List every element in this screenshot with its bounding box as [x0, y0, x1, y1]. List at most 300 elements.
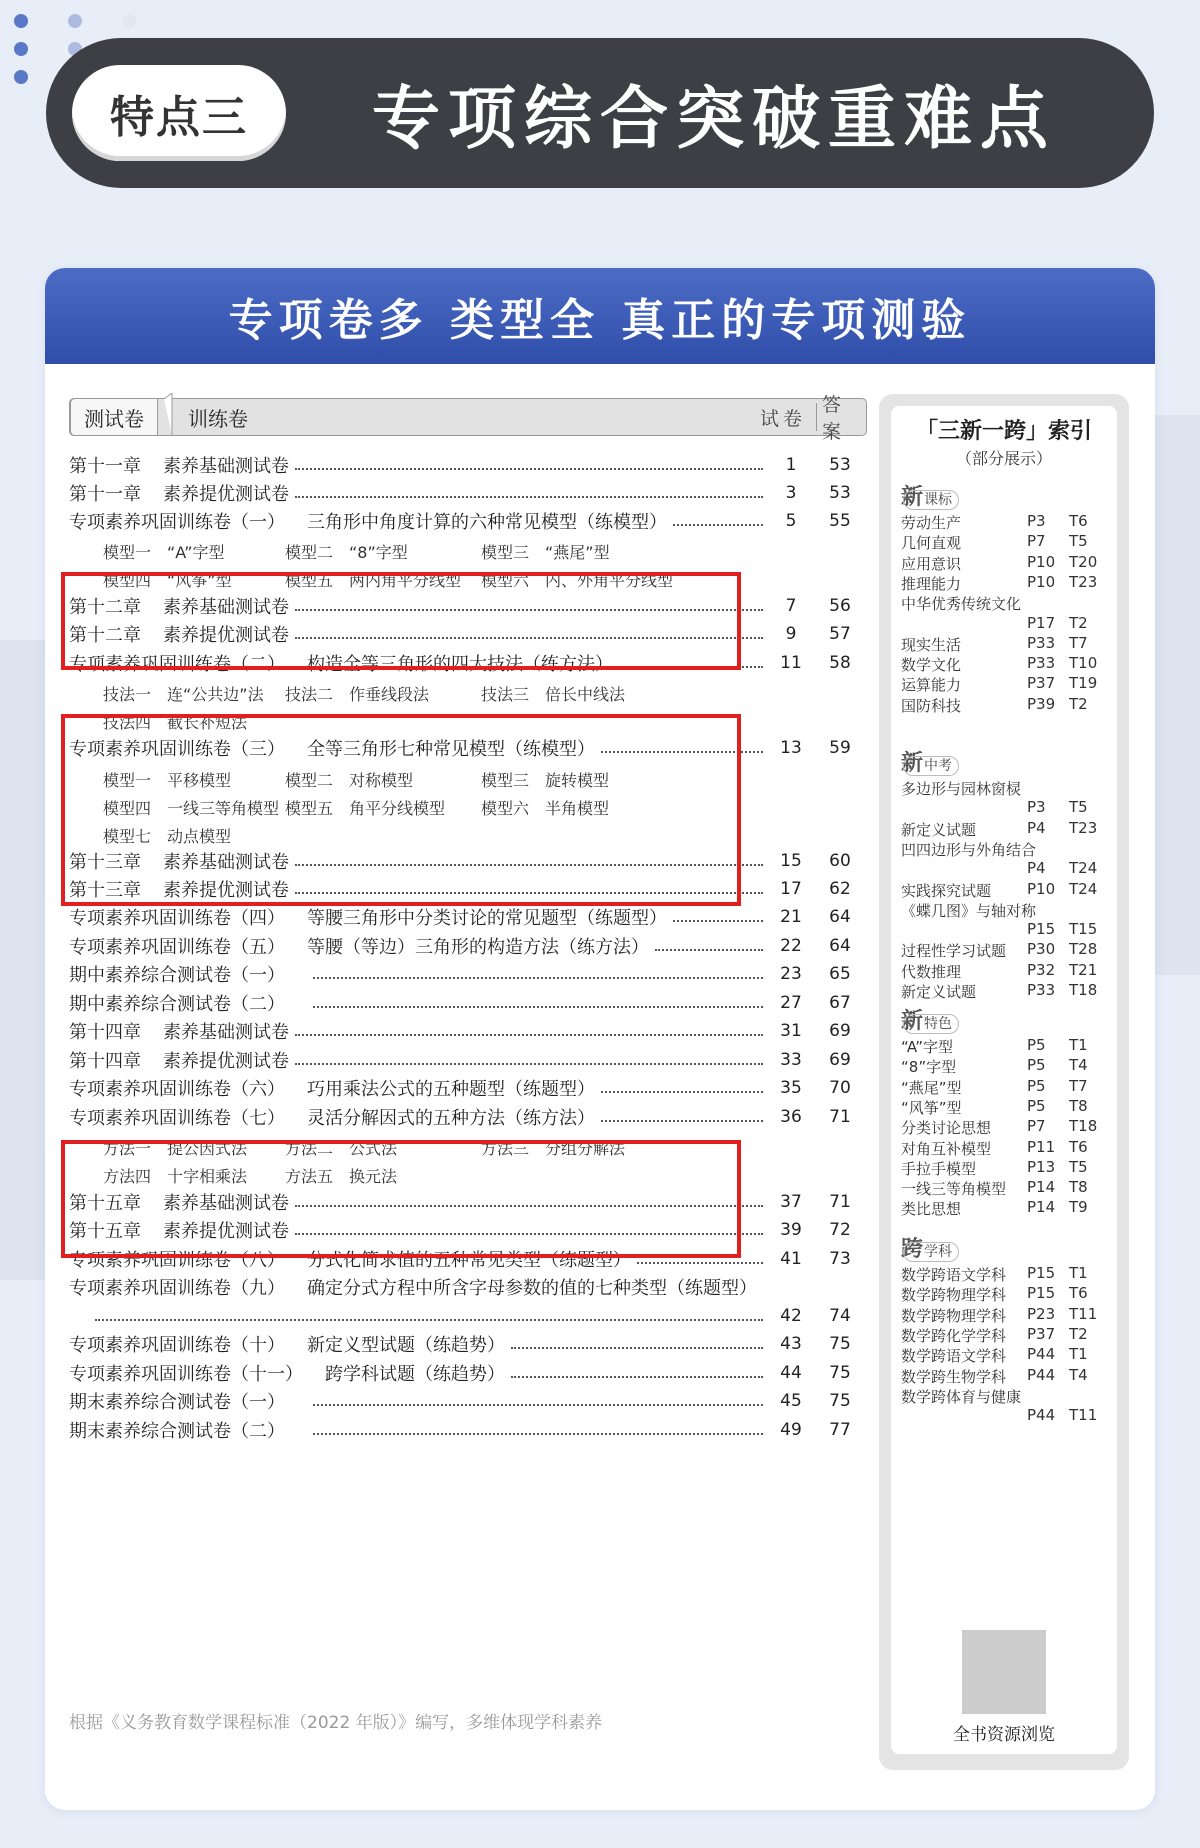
index-item — [901, 961, 1117, 983]
toc-page-paper: 45 — [780, 1391, 802, 1411]
index-item-name: 新定义试题 — [901, 983, 977, 1001]
toc-leader-dots — [601, 1091, 763, 1093]
index-item-page: P37 — [1027, 1324, 1056, 1343]
toc-subitem: 方法三 分组分解法 — [481, 1139, 626, 1158]
index-item-page: P10 — [1027, 552, 1056, 571]
qr-code[interactable] — [962, 1630, 1046, 1714]
index-item-question: T24 — [1069, 859, 1098, 878]
index-item-name: 现实生活 — [901, 635, 962, 654]
index-section-header — [901, 1004, 959, 1035]
index-item — [901, 1366, 1117, 1388]
index-item-question: T18 — [1069, 981, 1098, 999]
index-item-name: 《蝶几图》与轴对称 — [901, 901, 1037, 920]
index-item-name: “A”字型 — [901, 1038, 954, 1056]
toc-page-paper: 23 — [780, 964, 802, 984]
index-item-page: P5 — [1027, 1056, 1046, 1075]
toc-page-answer: 67 — [829, 993, 851, 1013]
toc-page-answer: 59 — [829, 738, 851, 758]
toc-page-answer: 53 — [829, 455, 851, 475]
toc-page-answer: 75 — [829, 1334, 851, 1354]
index-item — [901, 553, 1117, 575]
index-section-tag: 学科 — [903, 1242, 959, 1262]
index-item-question: T9 — [1069, 1198, 1088, 1217]
toc-leader-dots — [511, 1376, 763, 1378]
index-item — [901, 1406, 1117, 1428]
highlight-box — [61, 1140, 741, 1258]
index-item-page: P5 — [1027, 1076, 1046, 1095]
index-section-header — [901, 1232, 959, 1263]
index-item-name: 数学跨语文学科 — [901, 1347, 1007, 1366]
index-item-question: T15 — [1069, 920, 1098, 939]
index-item-name: 手拉手模型 — [901, 1159, 977, 1178]
index-item-name: “8”字型 — [901, 1058, 957, 1077]
index-item-name: 数学跨物理学科 — [901, 1286, 1007, 1305]
toc-row-label: 专项素养巩固训练卷（八） — [69, 1250, 285, 1271]
toc-leader-dots — [313, 1433, 763, 1435]
toc-page-paper: 13 — [780, 738, 802, 758]
index-subtitle: （部分展示） — [955, 449, 1052, 468]
toc-page-answer: 69 — [829, 1021, 851, 1041]
index-item-question: T1 — [1069, 1264, 1088, 1282]
toc-row-label: 第十二章 — [69, 625, 141, 646]
index-item-question: T23 — [1069, 572, 1098, 591]
toc-row-topic: 素养提优测试卷 — [163, 880, 289, 901]
index-item — [901, 1284, 1117, 1306]
index-item-name: 新定义试题 — [901, 820, 977, 839]
toc-leader-dots — [673, 524, 763, 526]
toc-page-answer: 64 — [829, 907, 851, 927]
toc-page-paper: 3 — [785, 483, 797, 503]
card-title: 专项卷多 类型全 真正的专项测验 — [228, 295, 972, 346]
index-item-page: P11 — [1027, 1137, 1056, 1156]
index-item-page: P44 — [1027, 1365, 1056, 1384]
index-item-name: 推理能力 — [901, 574, 962, 593]
index-item-name: 应用意识 — [901, 554, 962, 573]
index-item-page: P37 — [1027, 674, 1056, 693]
index-item — [901, 654, 1117, 676]
index-item-question: T5 — [1069, 798, 1088, 817]
toc-subitem: 模型三 “燕尾”型 — [481, 543, 610, 562]
index-sidebar — [879, 394, 1129, 1770]
index-item-page: P7 — [1027, 532, 1046, 551]
toc-page-paper: 21 — [780, 907, 802, 927]
index-item-name: 几何直观 — [901, 534, 962, 553]
feature-banner — [46, 38, 1154, 188]
column-header-paper: 试卷 — [760, 407, 807, 430]
toc-card — [45, 268, 1155, 1810]
toc-subitem: 模型五 两内角平分线型 — [285, 571, 462, 590]
index-item-question: T6 — [1069, 1284, 1088, 1303]
index-item — [901, 839, 1117, 861]
index-item-question: T10 — [1069, 654, 1098, 673]
index-item-page: P3 — [1027, 512, 1046, 530]
index-item-name: 代数推理 — [901, 962, 962, 981]
index-item — [901, 674, 1117, 696]
toc-row-topic: 跨学科试题（练趋势） — [325, 1364, 505, 1385]
toc-row-label: 第十四章 — [69, 1022, 141, 1043]
toc-page-answer: 64 — [829, 936, 851, 956]
index-item — [901, 1097, 1117, 1119]
index-item-name: “燕尾”型 — [901, 1078, 962, 1097]
index-item-question: T6 — [1069, 512, 1088, 530]
toc-row-topic: 等腰三角形中分类讨论的常见题型（练题型） — [307, 908, 667, 929]
index-item-page: P15 — [1027, 1284, 1056, 1303]
toc-leader-dots — [295, 468, 763, 470]
toc-page-paper: 33 — [780, 1050, 802, 1070]
index-item-page: P13 — [1027, 1157, 1056, 1176]
highlight-box — [61, 714, 741, 906]
toc-row-topic: 素养基础测试卷 — [163, 1193, 289, 1214]
toc-leader-dots — [95, 1319, 763, 1321]
toc-subitem: 模型二 对称模型 — [285, 771, 414, 790]
index-item — [901, 593, 1117, 615]
toc-page-paper: 27 — [780, 993, 802, 1013]
index-item-page: P4 — [1027, 859, 1046, 878]
toc-page-answer: 71 — [829, 1192, 851, 1212]
toc-main — [69, 394, 867, 1442]
index-item — [901, 1264, 1117, 1286]
index-item-question: T18 — [1069, 1117, 1098, 1136]
index-item — [901, 573, 1117, 595]
index-item-name: 数学跨物理学科 — [901, 1306, 1007, 1325]
index-item-name: 数学跨语文学科 — [901, 1266, 1007, 1284]
index-item — [901, 614, 1117, 636]
toc-leader-dots — [313, 977, 763, 979]
index-item-name: 运算能力 — [901, 676, 962, 695]
toc-page-paper: 5 — [785, 511, 797, 531]
index-item-name: 类比思想 — [901, 1200, 962, 1219]
toc-page-paper: 35 — [780, 1078, 802, 1098]
toc-page-answer: 75 — [829, 1363, 851, 1383]
toc-leader-dots — [673, 920, 763, 922]
index-item — [901, 880, 1117, 902]
toc-page-answer: 53 — [829, 483, 851, 503]
qr-label: 全书资源浏览 — [953, 1725, 1055, 1745]
index-item-question: T28 — [1069, 940, 1098, 959]
index-item — [901, 1386, 1117, 1408]
index-item — [901, 920, 1117, 942]
index-item-page: P5 — [1027, 1036, 1046, 1054]
index-item-question: T11 — [1069, 1406, 1098, 1425]
toc-page-paper: 15 — [780, 851, 802, 871]
column-divider — [816, 403, 817, 431]
index-item-page: P3 — [1027, 798, 1046, 817]
toc-row-label: 期中素养综合测试卷（一） — [69, 965, 285, 986]
toc-page-paper: 49 — [780, 1420, 802, 1440]
index-item — [901, 1325, 1117, 1347]
toc-page-paper: 11 — [780, 653, 802, 673]
index-item-name: 数学跨化学学科 — [901, 1326, 1007, 1345]
index-item-page: P33 — [1027, 654, 1056, 673]
index-item — [901, 1138, 1117, 1160]
toc-page-answer: 60 — [829, 851, 851, 871]
toc-row-topic: 巧用乘法公式的五种题型（练题型） — [307, 1079, 595, 1100]
toc-page-paper: 9 — [785, 624, 797, 644]
index-item — [901, 778, 1117, 800]
toc-subitem: 模型五 角平分线模型 — [285, 799, 446, 818]
index-item-question: T20 — [1069, 552, 1098, 571]
index-item-question: T8 — [1069, 1178, 1088, 1197]
card-header — [45, 268, 1155, 364]
toc-row[interactable] — [69, 1100, 867, 1134]
index-item-question: T8 — [1069, 1096, 1088, 1115]
footnote: 根据《义务教育数学课程标准（2022 年版）》编写，多维体现学科素养 — [69, 1713, 603, 1733]
toc-page-answer: 69 — [829, 1050, 851, 1070]
toc-page-paper: 7 — [785, 596, 797, 616]
index-item-question: T11 — [1069, 1304, 1098, 1323]
index-item — [901, 532, 1117, 554]
toc-leader-dots — [313, 1006, 763, 1008]
index-item — [901, 1056, 1117, 1078]
index-item-page: P4 — [1027, 818, 1046, 837]
index-item-question: T2 — [1069, 613, 1088, 632]
index-section-tag: 特色 — [903, 1014, 959, 1034]
index-item-page: P5 — [1027, 1096, 1046, 1115]
index-item-question: T4 — [1069, 1365, 1088, 1384]
toc-row-label: 期末素养综合测试卷（一） — [69, 1392, 285, 1413]
index-item-question: T2 — [1069, 1324, 1088, 1343]
toc-page-answer: 75 — [829, 1391, 851, 1411]
index-item — [901, 512, 1117, 534]
index-section-tag: 课标 — [903, 490, 959, 510]
index-item-question: T2 — [1069, 694, 1088, 713]
index-section-mark: 新 — [901, 1009, 924, 1034]
toc-page-answer: 73 — [829, 1249, 851, 1269]
toc-page-answer: 74 — [829, 1306, 851, 1326]
index-item — [901, 1345, 1117, 1367]
toc-subitem: 模型六 半角模型 — [481, 799, 610, 818]
index-item-question: T5 — [1069, 532, 1088, 551]
toc-row-label: 专项素养巩固训练卷（二） — [69, 654, 285, 675]
index-item — [901, 1077, 1117, 1099]
toc-page-paper: 22 — [780, 936, 802, 956]
toc-row[interactable] — [69, 1413, 867, 1447]
highlight-box — [61, 572, 741, 670]
toc-row-topic: 素养提优测试卷 — [163, 625, 289, 646]
toc-row-topic: 素养基础测试卷 — [163, 1022, 289, 1043]
index-item — [901, 981, 1117, 1003]
toc-row-topic: 素养基础测试卷 — [163, 852, 289, 873]
column-header-answer: 答案 — [822, 394, 846, 443]
toc-row-label: 第十二章 — [69, 597, 141, 618]
index-item-question: T5 — [1069, 1157, 1088, 1176]
index-item — [901, 1036, 1117, 1058]
index-item — [901, 695, 1117, 717]
index-item-page: P44 — [1027, 1406, 1056, 1425]
tab-training-paper[interactable]: 训练卷 — [188, 406, 248, 431]
tab-divider-icon — [162, 393, 182, 435]
toc-row-topic: 素养提优测试卷 — [163, 1051, 289, 1072]
index-item-page: P14 — [1027, 1178, 1056, 1197]
toc-subitem: 模型一 “A”字型 — [103, 543, 225, 562]
toc-row[interactable] — [69, 504, 867, 538]
index-item-page: P15 — [1027, 920, 1056, 939]
toc-page-paper: 43 — [780, 1334, 802, 1354]
toc-subitem: 技法四 截长补短法 — [103, 713, 248, 732]
index-item-question: T7 — [1069, 633, 1088, 652]
index-item-question: T23 — [1069, 818, 1098, 837]
tab-bar — [69, 394, 867, 443]
index-item — [901, 1305, 1117, 1327]
index-item-question: T1 — [1069, 1345, 1088, 1364]
toc-row-label: 第十五章 — [69, 1221, 141, 1242]
toc-leader-dots — [655, 949, 763, 951]
toc-row-label: 第十三章 — [69, 852, 141, 873]
toc-row-label: 专项素养巩固训练卷（三） — [69, 739, 285, 760]
toc-subitem: 技法二 作垂线段法 — [285, 685, 430, 704]
toc-page-paper: 44 — [780, 1363, 802, 1383]
index-item-name: 数学跨生物学科 — [901, 1367, 1007, 1386]
tab-test-paper[interactable]: 测试卷 — [70, 398, 158, 436]
index-item-page: P39 — [1027, 694, 1056, 713]
toc-row-topic: 分式化简求值的五种常见类型（练题型） — [307, 1250, 631, 1271]
index-item-name: 劳动生产 — [901, 514, 962, 532]
index-item-page: P33 — [1027, 981, 1056, 999]
toc-page-answer: 72 — [829, 1220, 851, 1240]
index-item-question: T6 — [1069, 1137, 1088, 1156]
toc-row-label: 专项素养巩固训练卷（十一） — [69, 1364, 303, 1385]
toc-page-answer: 56 — [829, 596, 851, 616]
index-section-header — [901, 746, 959, 777]
toc-page-answer: 77 — [829, 1420, 851, 1440]
index-item-question: T24 — [1069, 879, 1098, 898]
toc-subitem: 模型二 “8”字型 — [285, 543, 408, 562]
toc-row-topic: 新定义型试题（练趋势） — [307, 1335, 505, 1356]
index-panel — [891, 406, 1117, 1754]
toc-subitem: 模型一 平移模型 — [103, 771, 232, 790]
index-item-name: 多边形与园林窗棂 — [901, 780, 1022, 798]
toc-row-topic: 素养基础测试卷 — [163, 456, 289, 477]
toc-page-paper: 37 — [780, 1192, 802, 1212]
toc-row-topic: 素养基础测试卷 — [163, 597, 289, 618]
index-item-page: P7 — [1027, 1117, 1046, 1136]
toc-subitem: 方法四 十字相乘法 — [103, 1167, 248, 1186]
toc-page-paper: 42 — [780, 1306, 802, 1326]
index-item — [901, 940, 1117, 962]
index-item — [901, 859, 1117, 881]
index-item-name: 数学跨体育与健康 — [901, 1387, 1022, 1406]
toc-row-label: 专项素养巩固训练卷（六） — [69, 1079, 285, 1100]
index-item — [901, 1117, 1117, 1139]
toc-subitem: 模型四 “风筝”型 — [103, 571, 232, 590]
index-item-page: P10 — [1027, 572, 1056, 591]
toc-subitem: 技法三 倍长中线法 — [481, 685, 626, 704]
index-item — [901, 900, 1117, 922]
toc-page-answer: 58 — [829, 653, 851, 673]
toc-page-paper: 1 — [785, 455, 797, 475]
index-item-name: 分类讨论思想 — [901, 1119, 992, 1138]
toc-page-paper: 36 — [780, 1107, 802, 1127]
index-item-page: P44 — [1027, 1345, 1056, 1364]
toc-row-topic: 素养提优测试卷 — [163, 484, 289, 505]
toc-leader-dots — [601, 1120, 763, 1122]
index-item-question: T1 — [1069, 1036, 1088, 1054]
toc-page-paper: 17 — [780, 879, 802, 899]
index-item — [901, 1198, 1117, 1220]
banner-title: 专项综合突破重难点 — [372, 79, 1057, 159]
toc-subitem: 方法二 公式法 — [285, 1139, 398, 1158]
index-item-page: P10 — [1027, 879, 1056, 898]
index-item-page: P15 — [1027, 1264, 1056, 1282]
toc-row-label: 期中素养综合测试卷（二） — [69, 994, 285, 1015]
toc-row-label: 第十一章 — [69, 456, 141, 477]
index-item — [901, 819, 1117, 841]
toc-row-topic: 全等三角形七种常见模型（练模型） — [307, 739, 595, 760]
toc-subitem: 模型六 内、外角平分线型 — [481, 571, 674, 590]
toc-page-answer: 71 — [829, 1107, 851, 1127]
index-item-question: T7 — [1069, 1076, 1088, 1095]
toc-row-label: 专项素养巩固训练卷（四） — [69, 908, 285, 929]
toc-leader-dots — [295, 1034, 763, 1036]
toc-row-topic: 灵活分解因式的五种方法（练方法） — [307, 1108, 595, 1129]
toc-row-label: 第十五章 — [69, 1193, 141, 1214]
index-item-page: P14 — [1027, 1198, 1056, 1217]
index-item-name: 对角互补模型 — [901, 1139, 992, 1158]
index-item-name: 实践探究试题 — [901, 881, 992, 900]
index-title: 「三新一跨」索引 — [915, 419, 1092, 444]
toc-row-label: 第十四章 — [69, 1051, 141, 1072]
toc-page-answer: 55 — [829, 511, 851, 531]
toc-page-answer: 70 — [829, 1078, 851, 1098]
index-item — [901, 634, 1117, 656]
index-item-name: “风筝”型 — [901, 1098, 962, 1117]
toc-row-topic: 确定分式方程中所含字母参数的值的七种类型（练题型） — [307, 1278, 757, 1299]
toc-row-topic: 三角形中角度计算的六种常见模型（练模型） — [307, 512, 667, 533]
index-item-page: P17 — [1027, 613, 1056, 632]
background-stripe — [1155, 415, 1200, 975]
index-item-page: P23 — [1027, 1304, 1056, 1323]
index-item — [901, 1158, 1117, 1180]
index-item-name: 数学文化 — [901, 656, 962, 675]
toc-row-topic: 等腰（等边）三角形的构造方法（练方法） — [307, 937, 649, 958]
toc-page-answer: 57 — [829, 624, 851, 644]
index-item-name: 一线三等角模型 — [901, 1180, 1007, 1199]
index-section-mark: 跨 — [901, 1237, 924, 1262]
index-section-tag: 中考 — [903, 756, 959, 776]
toc-subitem: 模型三 旋转模型 — [481, 771, 610, 790]
toc-leader-dots — [295, 1063, 763, 1065]
toc-subitem: 模型七 动点模型 — [103, 827, 232, 846]
toc-subitem: 模型四 一线三等角模型 — [103, 799, 280, 818]
index-item — [901, 798, 1117, 820]
toc-row-label: 专项素养巩固训练卷（十） — [69, 1335, 285, 1356]
index-item — [901, 1178, 1117, 1200]
toc-row-label: 专项素养巩固训练卷（一） — [69, 512, 285, 533]
toc-row-topic: 素养提优测试卷 — [163, 1221, 289, 1242]
index-section-mark: 新 — [901, 751, 924, 776]
index-item-page: P30 — [1027, 940, 1056, 959]
index-item-name: 中华优秀传统文化 — [901, 595, 1022, 614]
index-section-mark: 新 — [901, 485, 924, 510]
index-item-question: T4 — [1069, 1056, 1088, 1075]
toc-page-answer: 65 — [829, 964, 851, 984]
toc-page-paper: 31 — [780, 1021, 802, 1041]
toc-row-label: 第十三章 — [69, 880, 141, 901]
index-item-name: 凹四边形与外角结合 — [901, 840, 1037, 859]
toc-leader-dots — [511, 1347, 763, 1349]
toc-leader-dots — [295, 496, 763, 498]
toc-row-label: 期末素养综合测试卷（二） — [69, 1421, 285, 1442]
index-item-page: P33 — [1027, 633, 1056, 652]
toc-row-label: 第十一章 — [69, 484, 141, 505]
toc-row-label: 专项素养巩固训练卷（七） — [69, 1108, 285, 1129]
index-item-name: 国防科技 — [901, 696, 962, 715]
toc-subitem: 技法一 连“公共边”法 — [103, 685, 264, 704]
toc-row-label: 专项素养巩固训练卷（九） — [69, 1278, 285, 1299]
toc-page-paper: 39 — [780, 1220, 802, 1240]
toc-leader-dots — [637, 1262, 763, 1264]
index-item-page: P32 — [1027, 960, 1056, 979]
